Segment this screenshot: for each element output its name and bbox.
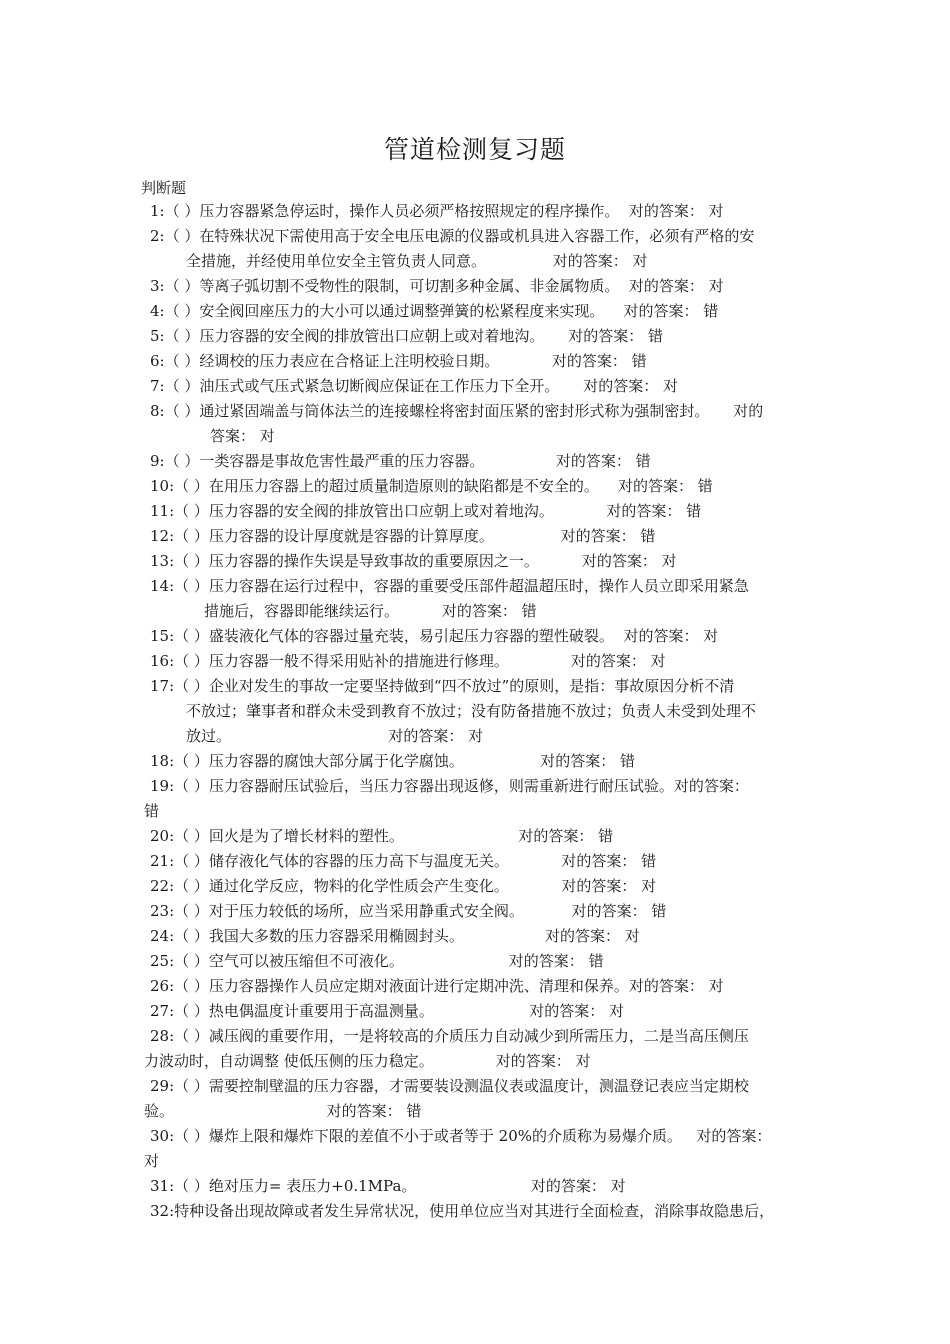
question-text: （ ）企业对发生的事故一定要坚持做到“四不放过”的原则，是指：事故原因分析不清 — [174, 677, 735, 695]
question-item — [150, 449, 840, 474]
question-text: （ ）爆炸上限和爆炸下限的差值不小于或者等于 20%的介质称为易爆介质。 对的答案： — [174, 1127, 772, 1145]
question-text: （ ）压力容器的设计厚度就是容器的计算厚度。 对的答案： 错 — [174, 527, 656, 545]
question-item — [150, 499, 840, 524]
question-text-continuation: 措施后，容器即能继续运行。 对的答案： 错 — [204, 602, 537, 620]
question-item — [150, 349, 840, 374]
question-text: （ ）压力容器耐压试验后，当压力容器出现返修，则需重新进行耐压试验。对的答案： — [174, 777, 749, 795]
question-text-continuation: 力波动时，自动调整 使低压侧的压力稳定。 对的答案： 对 — [144, 1052, 591, 1070]
question-number: 13: — [150, 552, 175, 570]
question-text: （ ）压力容器的安全阀的排放管出口应朝上或对着地沟。 对的答案： 错 — [164, 327, 663, 345]
question-text: （ ）我国大多数的压力容器采用椭圆封头。 对的答案： 对 — [174, 927, 640, 945]
question-number: 26: — [150, 977, 175, 995]
question-item — [150, 224, 840, 274]
question-number: 20: — [150, 827, 175, 845]
question-number: 25: — [150, 952, 175, 970]
question-text: （ ）储存液化气体的容器的压力高下与温度无关。 对的答案： 错 — [174, 852, 657, 870]
question-text: （ ）通过紧固端盖与筒体法兰的连接螺栓将密封面压紧的密封形式称为强制密封。 对的 — [164, 402, 764, 420]
question-number: 4: — [150, 302, 165, 320]
question-number: 23: — [150, 902, 175, 920]
question-number: 2: — [150, 227, 165, 245]
question-text: （ ）一类容器是事故危害性最严重的压力容器。 对的答案： 错 — [164, 452, 651, 470]
question-text: （ ）油压式或气压式紧急切断阀应保证在工作压力下全开。 对的答案： 对 — [164, 377, 678, 395]
question-text: （ ）压力容器操作人员应定期对液面计进行定期冲洗、清理和保养。对的答案： 对 — [174, 977, 724, 995]
document-title: 管道检测复习题 — [383, 135, 566, 164]
question-item — [150, 324, 840, 349]
question-list — [144, 199, 840, 1224]
question-text: （ ）压力容器的腐蚀大部分属于化学腐蚀。 对的答案： 错 — [174, 752, 635, 770]
question-text: （ ）热电偶温度计重要用于高温测量。 对的答案： 对 — [174, 1002, 625, 1020]
question-number: 28: — [150, 1027, 175, 1045]
question-item — [150, 824, 840, 849]
question-item — [150, 899, 840, 924]
question-item — [150, 274, 840, 299]
question-number: 29: — [150, 1077, 175, 1095]
question-item — [150, 874, 840, 899]
question-number: 7: — [150, 377, 165, 395]
question-text: （ ）减压阀的重要作用，一是将较高的介质压力自动减少到所需压力，二是当高压侧压 — [174, 1027, 749, 1045]
question-text-continuation: 验。 对的答案： 错 — [144, 1102, 422, 1120]
question-text: （ ）压力容器一般不得采用贴补的措施进行修理。 对的答案： 对 — [174, 652, 666, 670]
question-text: （ ）压力容器在运行过程中，容器的重要受压部件超温超压时，操作人员立即采用紧急 — [174, 577, 749, 595]
question-text: （ ）通过化学反应，物料的化学性质会产生变化。 对的答案： 对 — [174, 877, 657, 895]
question-item — [150, 1199, 840, 1224]
question-item — [144, 1124, 840, 1174]
question-number: 21: — [150, 852, 175, 870]
question-number: 27: — [150, 1002, 175, 1020]
question-item — [150, 974, 840, 999]
section-heading: 判断题 — [141, 179, 187, 197]
question-text: （ ）绝对压力= 表压力+0.1MPa。 对的答案： 对 — [174, 1177, 626, 1195]
question-text-continuation: 不放过；肇事者和群众未受到教育不放过；没有防备措施不放过；负责人未受到处理不 — [186, 702, 757, 720]
question-text-continuation: 对 — [144, 1152, 160, 1170]
question-number: 11: — [150, 502, 175, 520]
question-item — [150, 849, 840, 874]
question-item — [150, 924, 840, 949]
question-number: 6: — [150, 352, 165, 370]
question-text: （ ）在特殊状况下需使用高于安全电压电源的仪器或机具进入容器工作，必须有严格的安 — [164, 227, 755, 245]
question-text-continuation: 错 — [144, 802, 160, 820]
question-item — [150, 649, 840, 674]
question-number: 5: — [150, 327, 165, 345]
question-text: （ ）空气可以被压缩但不可液化。 对的答案： 错 — [174, 952, 604, 970]
question-number: 12: — [150, 527, 175, 545]
question-text: （ ）等离子弧切割不受物性的限制，可切割多种金属、非金属物质。 对的答案： 对 — [164, 277, 724, 295]
question-text: 特种设备出现故障或者发生异常状况，使用单位应当对其进行全面检查，消除事故隐患后， — [174, 1202, 775, 1220]
question-text: （ ）安全阀回座压力的大小可以通过调整弹簧的松紧程度来实现。 对的答案： 错 — [164, 302, 719, 320]
question-number: 32: — [150, 1202, 175, 1220]
question-text: （ ）对于压力较低的场所，应当采用静重式安全阀。 对的答案： 错 — [174, 902, 667, 920]
question-number: 17: — [150, 677, 175, 695]
question-item — [144, 774, 840, 824]
question-item — [150, 474, 840, 499]
question-item — [150, 199, 840, 224]
question-text: （ ）压力容器紧急停运时，操作人员必须严格按照规定的程序操作。 对的答案： 对 — [164, 202, 724, 220]
question-number: 10: — [150, 477, 175, 495]
question-number: 18: — [150, 752, 175, 770]
question-item — [144, 1024, 840, 1074]
question-number: 22: — [150, 877, 175, 895]
question-number: 3: — [150, 277, 165, 295]
question-number: 19: — [150, 777, 175, 795]
question-item — [144, 1074, 840, 1124]
question-item — [150, 549, 840, 574]
question-item — [150, 674, 840, 749]
question-item — [150, 374, 840, 399]
question-text: （ ）经调校的压力表应在合格证上注明校验日期。 对的答案： 错 — [164, 352, 647, 370]
question-item — [150, 624, 840, 649]
question-text-continuation: 放过。 对的答案： 对 — [186, 727, 484, 745]
question-text: （ ）回火是为了增长材料的塑性。 对的答案： 错 — [174, 827, 614, 845]
question-item — [150, 949, 840, 974]
question-text: （ ）需要控制壁温的压力容器，才需要装设测温仪表或温度计，测温登记表应当定期校 — [174, 1077, 749, 1095]
question-item — [150, 749, 840, 774]
question-text-continuation: 答案： 对 — [210, 427, 275, 445]
question-number: 24: — [150, 927, 175, 945]
question-item — [150, 524, 840, 549]
question-text: （ ）压力容器的安全阀的排放管出口应朝上或对着地沟。 对的答案： 错 — [174, 502, 702, 520]
question-number: 15: — [150, 627, 175, 645]
question-number: 9: — [150, 452, 165, 470]
question-text: （ ）压力容器的操作失误是导致事故的重要原因之一。 对的答案： 对 — [174, 552, 677, 570]
question-text: （ ）盛装液化气体的容器过量充装，易引起压力容器的塑性破裂。 对的答案： 对 — [174, 627, 719, 645]
question-number: 14: — [150, 577, 175, 595]
question-number: 1: — [150, 202, 165, 220]
question-number: 16: — [150, 652, 175, 670]
question-item — [150, 574, 840, 624]
question-number: 31: — [150, 1177, 175, 1195]
question-item — [150, 399, 840, 449]
question-item — [150, 999, 840, 1024]
question-number: 8: — [150, 402, 165, 420]
question-text: （ ）在用压力容器上的超过质量制造原则的缺陷都是不安全的。 对的答案： 错 — [174, 477, 713, 495]
question-item — [150, 299, 840, 324]
question-number: 30: — [150, 1127, 175, 1145]
question-text-continuation: 全措施，并经使用单位安全主管负责人同意。 对的答案： 对 — [186, 252, 648, 270]
question-item — [150, 1174, 840, 1199]
